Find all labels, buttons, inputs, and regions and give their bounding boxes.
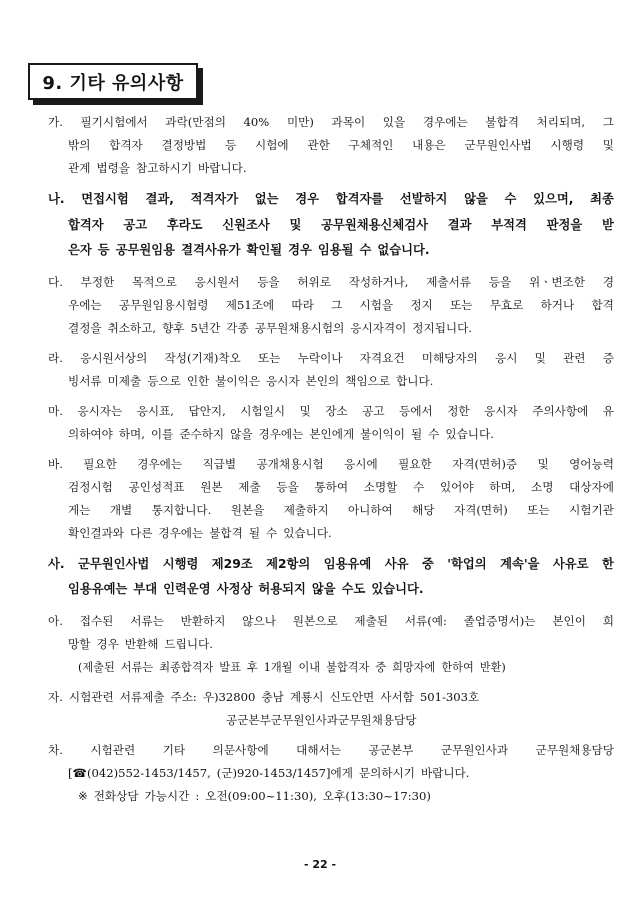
notice-item [48, 111, 614, 180]
notice-line: 다. 부정한 목적으로 응시원서 등을 허위로 작성하거나, 제출서류 등을 위ㆍ변조한 경 [48, 274, 614, 289]
notice-line: 확인결과와 다른 경우에는 불합격 될 수 있습니다. [68, 525, 332, 540]
notice-remark: ※ 전화상담 가능시간 : 오전(09:00~11:30), 오후(13:30~17:30) [78, 788, 431, 803]
notice-line: 자. 시험관련 서류제출 주소: 우)32800 충남 계룡시 신도안면 사서함 501-303호 [48, 689, 480, 704]
notice-item [48, 453, 614, 545]
notice-line: 검정시험 공인성적표 원본 제출 등을 통하여 소명할 수 있어야 하며, 소명 대상자에 [68, 479, 614, 494]
page-number: - 22 - [303, 858, 337, 871]
notice-line: 합격자 공고 후라도 신원조사 및 공무원채용신체검사 결과 부적격 판정을 받 [68, 217, 614, 232]
notice-line: 차. 시험관련 기타 의문사항에 대해서는 공군본부 군무원인사과 군무원채용담당 [48, 742, 614, 757]
notice-line: 아. 접수된 서류는 반환하지 않으나 원본으로 제출된 서류(예: 졸업증명서)는 본인이 희 [48, 613, 614, 628]
notice-line: 게는 개별 통지합니다. 원본을 제출하지 아니하여 해당 자격(면허) 또는 시험기관 [68, 502, 614, 517]
notice-line: 은자 등 공무원임용 결격사유가 확인될 경우 임용될 수 없습니다. [68, 243, 430, 257]
section-title-box [28, 63, 198, 100]
notice-line: 임용유예는 부대 인력운영 사정상 허용되지 않을 수도 있습니다. [68, 582, 424, 596]
notice-line: 사. 군무원인사법 시행령 제29조 제2항의 임용유예 사유 중 '학업의 계속'을 사유로 한 [48, 556, 614, 571]
notice-line: 망할 경우 반환해 드립니다. [68, 636, 213, 651]
notice-line: [☎(042)552-1453/1457, (군)920-1453/1457]에게 문의하시기 바랍니다. [68, 765, 470, 780]
notice-line: 마. 응시자는 응시표, 답안지, 시험일시 및 장소 공고 등에서 정한 응시자 주의사항에 유 [48, 403, 614, 418]
notice-item [48, 347, 614, 393]
notice-line: 가. 필기시험에서 과락(만점의 40% 미만) 과목이 있을 경우에는 불합격 처리되며, 그 [48, 115, 614, 129]
notice-line: 빙서류 미제출 등으로 인한 불이익은 응시자 본인의 책임으로 합니다. [68, 373, 434, 388]
notice-item [48, 739, 614, 808]
notice-item [48, 187, 614, 264]
notice-line: 나. 면접시험 결과, 적격자가 없는 경우 합격자를 선발하지 않을 수 있으며, 최종 [48, 192, 614, 206]
notice-note: (제출된 서류는 최종합격자 발표 후 1개월 이내 불합격자 중 희망자에 한하여 반환) [78, 660, 506, 674]
notice-line: 라. 응시원서상의 작성(기재)착오 또는 누락이나 자격요건 미해당자의 응시 및 관련 증 [48, 350, 614, 365]
notice-item [48, 552, 614, 603]
notice-item [48, 686, 614, 732]
notice-item [48, 271, 614, 340]
notice-line: 의하여야 하며, 이를 준수하지 않을 경우에는 본인에게 불이익이 될 수 있습니다. [68, 426, 494, 441]
notice-list [48, 111, 614, 815]
notice-item [48, 400, 614, 446]
notice-line: 바. 필요한 경우에는 직급별 공개채용시험 응시에 필요한 자격(면허)증 및 영어능력 [48, 456, 614, 471]
section-title: 9. 기타 유의사항 [42, 72, 184, 94]
notice-item [48, 610, 614, 679]
notice-line: 관계 법령을 참고하시기 바랍니다. [68, 161, 247, 175]
notice-address-dept: 공군본부 군무원인사과 군무원채용담당 [226, 712, 417, 727]
notice-line: 결정을 취소하고, 향후 5년간 각종 공무원채용시험의 응시자격이 정지됩니다. [68, 320, 472, 335]
notice-line: 우에는 공무원임용시험령 제51조에 따라 그 시험을 정지 또는 무효로 하거나 합격 [68, 297, 614, 312]
notice-line: 밖의 합격자 결정방법 등 시험에 관한 구체적인 내용은 군무원인사법 시행령 및 [68, 138, 614, 152]
